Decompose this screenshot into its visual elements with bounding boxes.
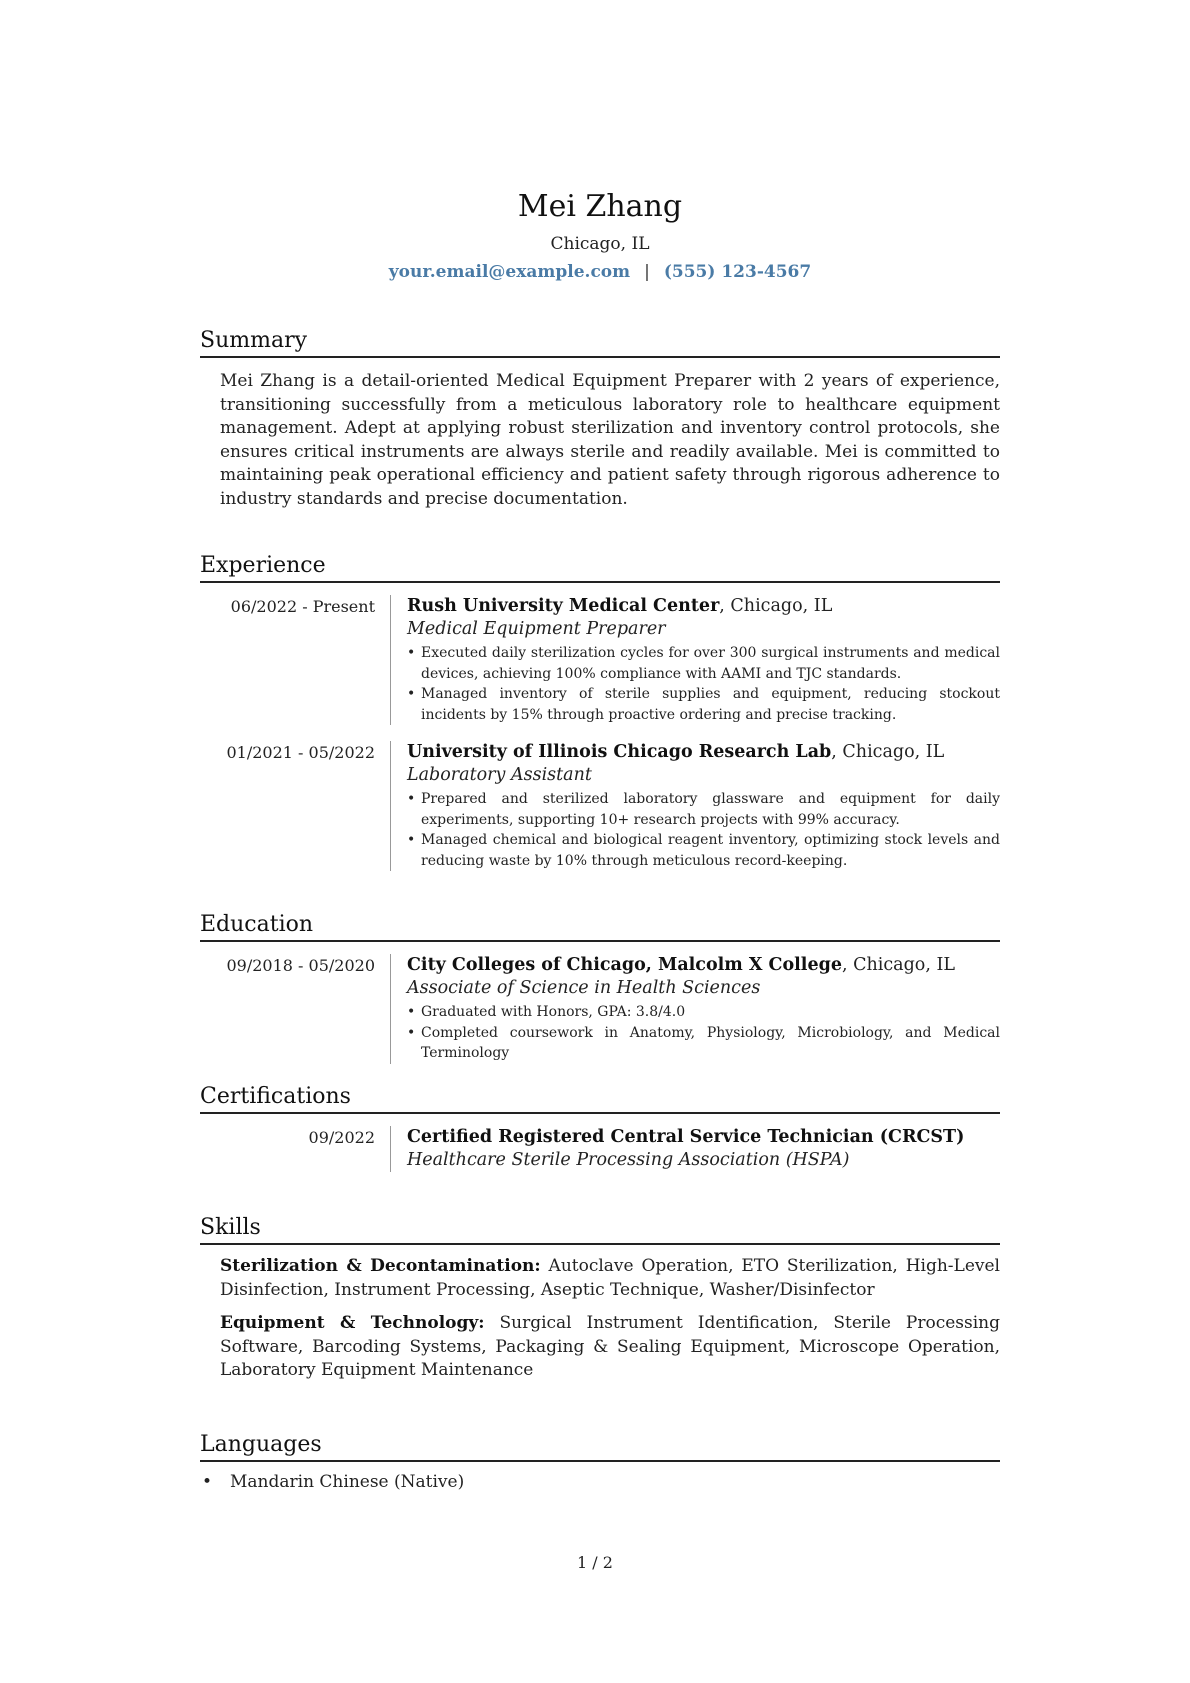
experience-entry bbox=[200, 595, 1000, 725]
candidate-name: Mei Zhang bbox=[517, 189, 683, 224]
entry-org-line bbox=[407, 954, 1000, 977]
entry-bullets bbox=[407, 643, 1000, 725]
entry-org-line bbox=[407, 741, 1000, 764]
entry-date: 01/2021 - 05/2022 bbox=[226, 743, 375, 762]
resume-header bbox=[200, 0, 1000, 282]
contact-separator: | bbox=[644, 262, 650, 282]
contact-line bbox=[200, 262, 1000, 282]
entry-org: Rush University Medical Center bbox=[407, 596, 720, 616]
experience-section bbox=[200, 553, 1000, 871]
skill-group-text: Surgical Instrument Identification, Sterile Processing Software, Barcoding Systems, Packaging & Sealing Equipment, Microscope Operation, Laboratory Equipment Maintenance bbox=[220, 1313, 1000, 1380]
entry-org: University of Illinois Chicago Research Lab bbox=[407, 742, 832, 762]
skill-group-label: Sterilization & Decontamination: bbox=[220, 1256, 541, 1276]
entry-date: 09/2022 bbox=[308, 1128, 375, 1147]
entry-role: Associate of Science in Health Sciences bbox=[407, 978, 761, 998]
entry-location: , Chicago, IL bbox=[831, 742, 945, 762]
resume-page bbox=[200, 0, 1000, 1492]
email-link[interactable]: your.email@example.com bbox=[388, 262, 631, 282]
bullet-item: • Managed chemical and biological reagent inventory, optimizing stock levels and reducing waste by 10% through meticulous record-keeping. bbox=[407, 830, 1000, 871]
education-section bbox=[200, 912, 1000, 1064]
language-item: • Mandarin Chinese (Native) bbox=[200, 1472, 1000, 1492]
entry-location: , Chicago, IL bbox=[841, 955, 955, 975]
entry-location: , Chicago, IL bbox=[719, 596, 833, 616]
certification-issuer: Healthcare Sterile Processing Association (HSPA) bbox=[407, 1150, 850, 1170]
summary-section bbox=[200, 328, 1000, 511]
bullet-item: • Managed inventory of sterile supplies and equipment, reducing stockout incidents by 15% through proactive ordering and precise tracking. bbox=[407, 684, 1000, 725]
candidate-location: Chicago, IL bbox=[550, 234, 650, 254]
entry-bullets bbox=[407, 1002, 1000, 1064]
entry-role: Laboratory Assistant bbox=[407, 765, 592, 785]
entry-org: City Colleges of Chicago, Malcolm X College bbox=[407, 955, 842, 975]
entry-date: 06/2022 - Present bbox=[230, 597, 375, 616]
education-entry bbox=[200, 954, 1000, 1064]
section-title-skills: Skills bbox=[200, 1215, 1000, 1245]
phone-link[interactable]: (555) 123-4567 bbox=[663, 262, 812, 282]
summary-text: Mei Zhang is a detail-oriented Medical Equipment Preparer with 2 years of experience, transitioning successfully from a meticulous laboratory role to healthcare equipment management. Adept at applying robust sterilization and inventory control protocols, she ensures critical instruments are always sterile and readily available. Mei is committed to maintaining peak operational efficiency and patient safety through rigorous adherence to industry standards and precise documentation. bbox=[220, 371, 1000, 509]
section-title-certifications: Certifications bbox=[200, 1084, 1000, 1114]
entry-role: Medical Equipment Preparer bbox=[407, 619, 666, 639]
experience-entry bbox=[200, 741, 1000, 871]
section-title-summary: Summary bbox=[200, 328, 1000, 358]
skills-section bbox=[200, 1215, 1000, 1383]
entry-content bbox=[390, 1126, 1000, 1172]
certifications-section bbox=[200, 1084, 1000, 1172]
entry-content bbox=[390, 954, 1000, 1064]
entry-date: 09/2018 - 05/2020 bbox=[226, 956, 375, 975]
entry-org-line bbox=[407, 1126, 1000, 1149]
section-title-education: Education bbox=[200, 912, 1000, 942]
bullet-item: • Graduated with Honors, GPA: 3.8/4.0 bbox=[407, 1002, 1000, 1023]
entry-org-line bbox=[407, 595, 1000, 618]
entry-content bbox=[390, 595, 1000, 725]
page-number: 1 / 2 bbox=[577, 1553, 613, 1572]
bullet-item: • Prepared and sterilized laboratory glassware and equipment for daily experiments, supporting 10+ research projects with 99% accuracy. bbox=[407, 789, 1000, 830]
bullet-item: • Completed coursework in Anatomy, Physiology, Microbiology, and Medical Terminology bbox=[407, 1023, 1000, 1064]
entry-bullets bbox=[407, 789, 1000, 871]
skill-group-label: Equipment & Technology: bbox=[220, 1313, 485, 1333]
entry-content bbox=[390, 741, 1000, 871]
bullet-item: • Executed daily sterilization cycles for over 300 surgical instruments and medical devices, achieving 100% compliance with AAMI and TJC standards. bbox=[407, 643, 1000, 684]
languages-section bbox=[200, 1432, 1000, 1492]
skill-group bbox=[220, 1312, 1000, 1383]
certification-entry bbox=[200, 1126, 1000, 1172]
skill-group-text: Autoclave Operation, ETO Sterilization, High-Level Disinfection, Instrument Processing, Aseptic Technique, Washer/Disinfector bbox=[220, 1256, 1000, 1300]
skill-group bbox=[220, 1255, 1000, 1302]
section-title-experience: Experience bbox=[200, 553, 1000, 583]
section-title-languages: Languages bbox=[200, 1432, 1000, 1462]
certification-name: Certified Registered Central Service Technician (CRCST) bbox=[407, 1127, 965, 1147]
